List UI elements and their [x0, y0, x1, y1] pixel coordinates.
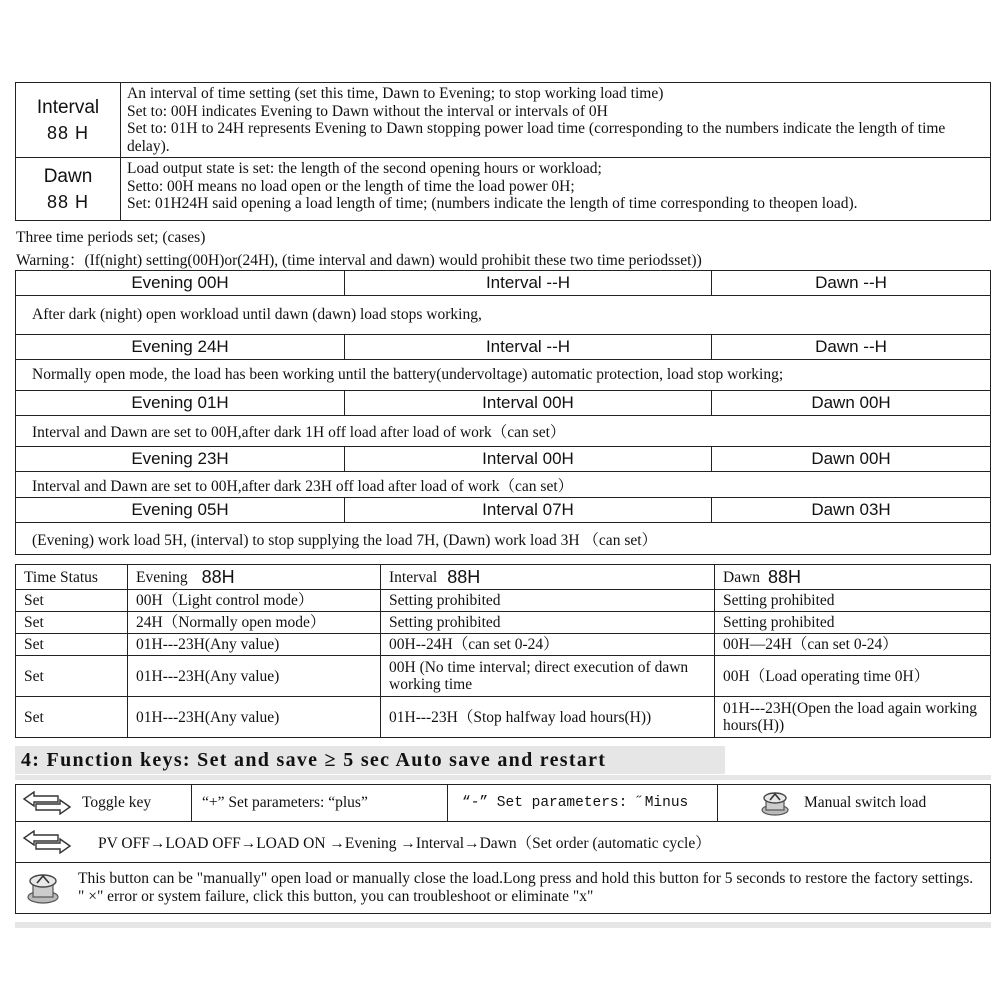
case-interval: Interval 00H — [345, 447, 712, 471]
table-row — [16, 656, 990, 697]
case-dawn: Dawn --H — [815, 337, 887, 356]
dawn-label-cell — [16, 158, 121, 220]
cell-interval: 00H--24H（can set 0-24） — [381, 634, 715, 655]
manual-switch-button-icon — [758, 790, 792, 816]
case-5-description: (Evening) work load 5H, (interval) to stop supplying the load 7H, (Dawn) work load 3H （can set） — [16, 523, 990, 555]
cell-evening: 01H---23H(Any value) — [128, 634, 381, 655]
cell-dawn: Setting prohibited — [723, 614, 835, 631]
case-dawn: Dawn 00H — [811, 449, 891, 468]
dawn-header — [715, 565, 990, 589]
function-keys-table — [15, 784, 991, 914]
time-status-header-row — [16, 565, 990, 590]
cell-evening: 24H（Normally open mode） — [128, 612, 381, 633]
section-divider — [15, 922, 991, 928]
interval-segment-display: 88 H — [46, 122, 90, 143]
table-row — [16, 697, 990, 738]
section-divider — [15, 775, 991, 780]
interval-line-2: Set to: 00H indicates Evening to Dawn without the interval or intervals of 0H — [127, 102, 608, 120]
toggle-key-cell — [16, 785, 192, 821]
cell-interval: 00H (No time interval; direct execution of dawn working time — [381, 656, 715, 696]
case-interval: Interval 07H — [345, 498, 712, 522]
toggle-arrows-icon — [22, 791, 72, 815]
manual-switch-label: Manual switch load — [804, 794, 927, 811]
cell-evening: 00H（Light control mode） — [128, 590, 381, 611]
sequence-cell — [16, 822, 711, 862]
case-dawn: Dawn --H — [815, 273, 887, 292]
cell-interval: Setting prohibited — [381, 590, 715, 611]
toggle-sequence-text: PV OFF→LOAD OFF→LOAD ON →Evening →Interval→Dawn（Set order (automatic cycle） — [98, 835, 711, 852]
interval-line-1: An interval of time setting (set this time, Dawn to Evening; to stop working load time) — [127, 85, 664, 102]
cell-interval: 01H---23H（Stop halfway load hours(H)) — [381, 697, 715, 737]
time-status-table — [15, 564, 991, 738]
dawn-setting-row — [16, 158, 990, 220]
cell-status: Set — [16, 697, 128, 737]
interval-header — [381, 565, 715, 589]
case-1-description: After dark (night) open workload until dawn (dawn) load stops working, — [16, 296, 990, 335]
case-evening: Evening 01H — [16, 391, 345, 415]
dawn-label: Dawn — [43, 165, 93, 187]
time-status-header — [16, 565, 128, 589]
plus-key-label: “+” Set parameters: “plus” — [202, 794, 368, 811]
interval-segment-display: 88H — [447, 566, 481, 587]
function-keys-row — [16, 785, 990, 822]
cell-status: Set — [16, 590, 128, 611]
case-2-header — [16, 335, 990, 360]
dawn-description — [121, 158, 990, 220]
cell-status: Set — [16, 612, 128, 633]
cell-status: Set — [16, 656, 128, 696]
cases-table — [15, 270, 991, 555]
header-interval: Interval — [389, 568, 438, 586]
interval-setting-row — [16, 83, 990, 158]
dawn-line-1: Load output state is set: the length of the second opening hours or workload; — [127, 160, 602, 177]
manual-switch-description: This button can be "manually" open load or manually close the load.Long press and hold this button for 5 seconds to restore the factory settings. " ×" error or system failure, click this button, you can troubleshoot or eliminate "x" — [78, 870, 974, 905]
case-evening: Evening 00H — [16, 271, 345, 295]
case-interval: Interval 00H — [345, 391, 712, 415]
interval-line-3: Set to: 01H to 24H represents Evening to Dawn stopping power load time (corresponding to the numbers indicate the length of time delay). — [127, 120, 946, 155]
interval-description — [121, 83, 990, 157]
toggle-arrows-icon — [22, 830, 72, 854]
case-1-header — [16, 271, 990, 296]
cell-evening: 01H---23H(Any value) — [128, 697, 381, 737]
manual-description-row — [16, 863, 990, 913]
case-2-description: Normally open mode, the load has been working until the battery(undervoltage) automatic protection, load stop working; — [16, 360, 990, 391]
function-keys-heading: 4: Function keys: Set and save ≥ 5 sec Auto save and restart — [15, 746, 725, 774]
evening-segment-display: 88H — [201, 566, 235, 587]
dawn-line-2: Setto: 00H means no load open or the length of time the load power 0H; — [127, 177, 575, 195]
cell-dawn: 01H---23H(Open the load again working hours(H)) — [723, 700, 977, 734]
warning-text: Warning：(If(night) setting(00H)or(24H), (time interval and dawn) would prohibit these two time periodsset)) — [16, 252, 702, 269]
header-evening: Evening — [136, 568, 188, 586]
cell-status: Set — [16, 634, 128, 655]
table-row — [16, 590, 990, 612]
evening-header — [128, 565, 381, 589]
cell-dawn: 00H（Load operating time 0H） — [723, 667, 930, 685]
interval-label: Interval — [36, 96, 100, 118]
cell-evening: 01H---23H(Any value) — [128, 656, 381, 696]
case-3-description: Interval and Dawn are set to 00H,after dark 1H off load after load of work（can set） — [16, 416, 990, 447]
settings-table — [15, 82, 991, 221]
case-interval: Interval --H — [345, 335, 712, 359]
case-dawn: Dawn 00H — [811, 393, 891, 412]
minus-key-cell — [448, 785, 718, 821]
case-5-header — [16, 498, 990, 523]
cases-title: Three time periods set; (cases) — [16, 229, 206, 246]
case-dawn: Dawn 03H — [811, 500, 891, 519]
case-evening: Evening 24H — [16, 335, 345, 359]
cell-dawn: Setting prohibited — [723, 592, 835, 609]
table-row — [16, 634, 990, 656]
toggle-key-label: Toggle key — [82, 794, 152, 811]
case-4-description: Interval and Dawn are set to 00H,after dark 23H off load after load of work（can set） — [16, 472, 990, 498]
cell-dawn: 00H—24H（can set 0-24） — [723, 636, 898, 653]
case-interval: Interval --H — [345, 271, 712, 295]
dawn-segment-display: 88 H — [46, 191, 90, 212]
sequence-row — [16, 822, 990, 863]
case-4-header — [16, 447, 990, 472]
case-3-header — [16, 391, 990, 416]
table-row — [16, 612, 990, 634]
header-time-status: Time Status — [24, 568, 98, 586]
dawn-line-3: Set: 01H24H said opening a load length of time; (numbers indicate the length of time corresponding to theopen load). — [127, 195, 858, 212]
interval-label-cell — [16, 83, 121, 157]
manual-description-cell — [16, 863, 978, 913]
minus-key-label: “-” Set parameters: ˝Minus — [462, 795, 689, 811]
case-evening: Evening 05H — [16, 498, 345, 522]
cell-interval: Setting prohibited — [381, 612, 715, 633]
header-dawn: Dawn — [723, 568, 761, 586]
manual-switch-cell — [718, 785, 990, 821]
manual-switch-button-icon — [24, 871, 62, 905]
dawn-segment-display: 88H — [768, 566, 802, 587]
case-evening: Evening 23H — [16, 447, 345, 471]
plus-key-cell — [192, 785, 448, 821]
